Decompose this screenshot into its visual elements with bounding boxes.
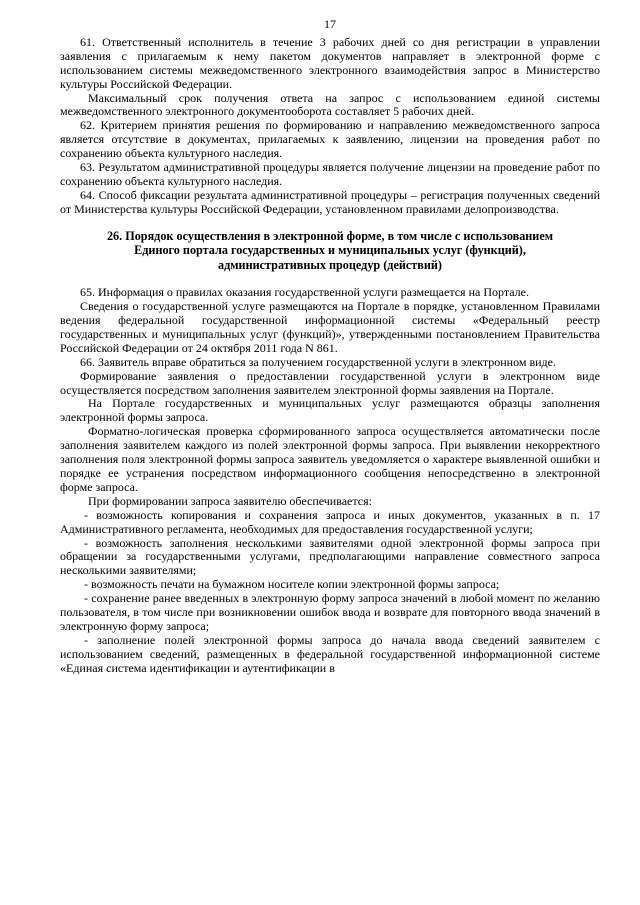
- section-heading-line-1: 26. Порядок осуществления в электронной форме, в том числе с использованием: [106, 228, 554, 243]
- paragraph-64: 64. Способ фиксации результата административной процедуры – регистрация полученных сведений от Министерства культуры Российской Федерации, установленном правилами делопроизводства.: [60, 187, 600, 216]
- paragraph-63: 63. Результатом административной процедуры является получение лицензии на проведение работ по сохранению объекта культурного наследия.: [60, 160, 600, 188]
- list-item-multiple-applicants: - возможность заполнения несколькими заявителями одной электронной формы запроса при обращении за государственными услугами, предполагающими направление совместного запроса несколькими заявителями;: [60, 535, 600, 578]
- section-heading-line-3: административных процедур (действий): [218, 257, 442, 272]
- paragraph-61: 61. Ответственный исполнитель в течение 3 рабочих дней со дня регистрации в управлении заявления с прилагаемым к нему пакетом документов направляет в электронной форме с использованием системы межведомственного электронного взаимодействия запрос в Министерство культуры Российской Федерации.: [60, 34, 600, 91]
- paragraph-65: 65. Информация о правилах оказания государственной услуги размещается на Портале.: [80, 285, 529, 300]
- paragraph-66-form: Формирование заявления о предоставлении государственной услуги в электронном виде осуществляется посредством заполнения заявителем электронной формы заявления на Портале.: [60, 368, 600, 397]
- list-item-print: - возможность печати на бумажном носителе копии электронной формы запроса;: [84, 577, 500, 592]
- section-heading-line-2: Единого портала государственных и муниципальных услуг (функций),: [134, 243, 526, 258]
- list-item-copy: - возможность копирования и сохранения запроса и иных документов, указанных в п. 17 Административного регламента, необходимых для предоставления государственной услуги;: [60, 507, 600, 536]
- paragraph-66-validation: Форматно-логическая проверка сформированного запроса осуществляется автоматически после заполнения заявителем каждого из полей электронной формы запроса. При выявлении некорректного заполнения поля электронной формы запроса заявитель уведомляется о характере выявленной ошибки и порядке ее устранения посредством информационного сообщения непосредственно в электронной форме запроса.: [60, 424, 600, 494]
- paragraph-62: 62. Критерием принятия решения по формированию и направлению межведомственного запроса является отсутствие в документах, прилагаемых к заявлению, лицензии на проведения работ по сохранению объекта культурного наследия.: [60, 118, 600, 161]
- section-heading-26: [60, 229, 600, 273]
- paragraph-66: 66. Заявитель вправе обратиться за получением государственной услуги в электронном виде.: [80, 354, 556, 369]
- paragraph-65-details: Сведения о государственной услуге размещаются на Портале в порядке, установленном Правилами ведения федеральной государственной информационной системы «Федеральный реестр государственных и муниципальных услуг (функций)», утвержденными постановлением Правительства Российской Федерации от 24 октября 2011 года N 861.: [60, 299, 600, 355]
- list-item-save-values: - сохранение ранее введенных в электронную форму запроса значений в любой момент по желанию пользователя, в том числе при возникновении ошибок ввода и возврате для повторного ввода значений в электронную форму запроса;: [60, 591, 600, 633]
- list-item-prefill: - заполнение полей электронной формы запроса до начала ввода сведений заявителем с использованием сведений, размещенных в федеральной государственной информационной системе «Единая система идентификации и аутентификации в: [60, 632, 600, 675]
- paragraph-61-max-term: Максимальный срок получения ответа на запрос с использованием единой системы межведомственного электронного документооборота составляет 5 рабочих дней.: [60, 90, 600, 119]
- page-number: 17: [324, 17, 336, 31]
- paragraph-66-samples: На Портале государственных и муниципальных услуг размещаются образцы заполнения электронной формы запроса.: [60, 396, 600, 425]
- paragraph-66-provisions-intro: При формировании запроса заявителю обеспечивается:: [88, 493, 372, 508]
